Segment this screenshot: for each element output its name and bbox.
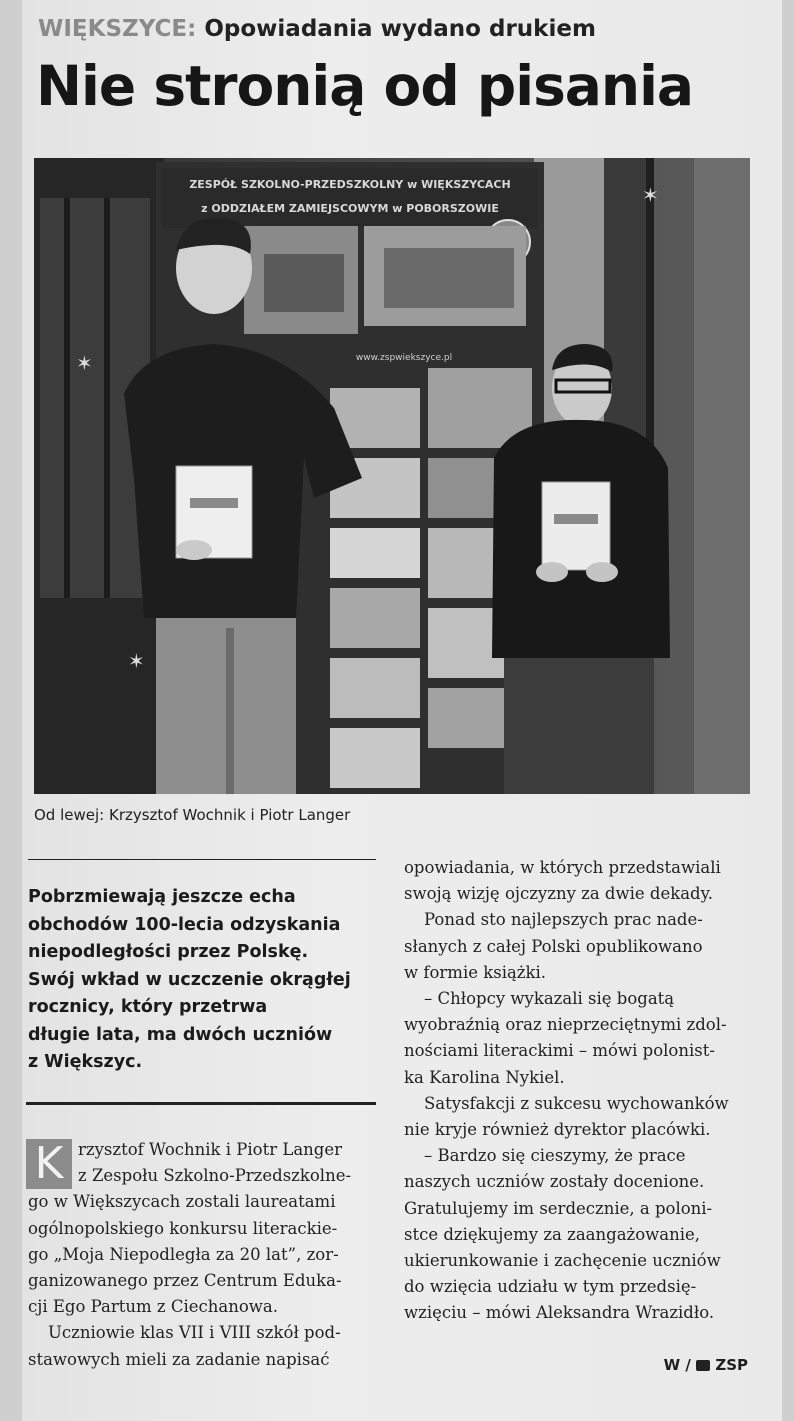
body-line: swoją wizję ojczyzny za dwie dekady. bbox=[404, 884, 713, 904]
book-right bbox=[542, 482, 610, 570]
body-line: ka Karolina Nykiel. bbox=[404, 1067, 565, 1087]
body-line: ogólnopolskiego konkursu literackie- bbox=[28, 1218, 338, 1238]
body-line: do wzięcia udziału w tym przedsię- bbox=[404, 1277, 697, 1297]
body-line: – Bardzo się cieszymy, że prace bbox=[424, 1146, 686, 1166]
body-line: Satysfakcji z sukcesu wychowanków bbox=[424, 1093, 729, 1113]
body-line: ukierunkowanie i zachęcenie uczniów bbox=[404, 1251, 721, 1271]
lead-line: obchodów 100-lecia odzyskania bbox=[28, 914, 341, 935]
body-line: nie kryje również dyrektor placówki. bbox=[404, 1120, 711, 1140]
body-line: Uczniowie klas VII i VIII szkół pod- bbox=[48, 1323, 341, 1343]
article-kicker bbox=[38, 16, 596, 42]
body-line: z Zespołu Szkolno-Przedszkolne- bbox=[78, 1166, 352, 1186]
credit-source: ZSP bbox=[715, 1356, 748, 1374]
body-column-right bbox=[404, 855, 754, 1327]
lead-line: rocznicy, który przetrwa bbox=[28, 997, 268, 1017]
body-line: go w Większycach zostali laureatami bbox=[28, 1192, 336, 1212]
body-line: wzięciu – mówi Aleksandra Wrazidło. bbox=[404, 1303, 715, 1323]
lead-top-rule bbox=[28, 859, 376, 860]
body-line: stce dziękujemy za zaangażowanie, bbox=[404, 1224, 701, 1244]
drop-cap: K bbox=[26, 1139, 72, 1189]
article-headline: Nie stronią od pisania bbox=[36, 54, 694, 118]
credit-author: W / bbox=[663, 1356, 691, 1374]
article-credit bbox=[664, 1356, 748, 1374]
body-line: nościami literackimi – mówi polonist- bbox=[404, 1041, 715, 1061]
body-line: – Chłopcy wykazali się bogatą bbox=[424, 989, 675, 1009]
body-line: rzysztof Wochnik i Piotr Langer bbox=[78, 1140, 342, 1159]
lead-line: z Większyc. bbox=[28, 1052, 143, 1072]
lead-line: długie lata, ma dwóch uczniów bbox=[28, 1024, 333, 1045]
article-photo bbox=[34, 158, 750, 794]
body-line: go „Moja Niepodległa za 20 lat”, zor- bbox=[28, 1244, 339, 1264]
body-line: Ponad sto najlepszych prac nade- bbox=[424, 910, 703, 930]
body-line: Gratulujemy im serdecznie, a poloni- bbox=[404, 1198, 713, 1218]
body-line: wyobraźnią oraz nieprzeciętnymi zdol- bbox=[404, 1015, 727, 1035]
banner-line2: z ODDZIAŁEM ZAMIEJSCOWYM w POBORSZOWIE bbox=[201, 202, 499, 215]
lead-line: niepodległości przez Polskę. bbox=[28, 942, 309, 962]
banner-line1: ZESPÓŁ SZKOLNO-PRZEDSZKOLNY w WIĘKSZYCACH bbox=[189, 178, 511, 191]
lead-bottom-rule bbox=[26, 1102, 376, 1105]
kicker-place: WIĘKSZYCE: bbox=[38, 16, 197, 42]
body-line: opowiadania, w których przedstawiali bbox=[404, 858, 721, 877]
star-decoration-icon: ✶ bbox=[76, 351, 93, 375]
camera-icon bbox=[696, 1360, 710, 1371]
photo-caption: Od lewej: Krzysztof Wochnik i Piotr Langer bbox=[34, 806, 351, 824]
star-decoration-icon: ✶ bbox=[128, 649, 145, 673]
body-line: naszych uczniów zostały docenione. bbox=[404, 1172, 705, 1192]
body-line: w formie książki. bbox=[404, 962, 547, 982]
body-line: ganizowanego przez Centrum Eduka- bbox=[28, 1271, 342, 1291]
banner-website: www.zspwiekszyce.pl bbox=[355, 353, 453, 363]
star-decoration-icon: ✶ bbox=[642, 183, 659, 207]
body-column-left bbox=[28, 1137, 380, 1373]
kicker-subtitle: Opowiadania wydano drukiem bbox=[204, 16, 596, 42]
body-line: stawowych mieli za zadanie napisać bbox=[28, 1349, 330, 1369]
lead-line: Pobrzmiewają jeszcze echa bbox=[28, 887, 296, 907]
lead-line: Swój wkład w uczczenie okrągłej bbox=[28, 969, 351, 990]
body-line: słanych z całej Polski opublikowano bbox=[404, 936, 703, 956]
body-line: cji Ego Partum z Ciechanowa. bbox=[28, 1297, 278, 1317]
lead-paragraph bbox=[28, 884, 380, 1077]
photo-illustration bbox=[34, 158, 750, 794]
